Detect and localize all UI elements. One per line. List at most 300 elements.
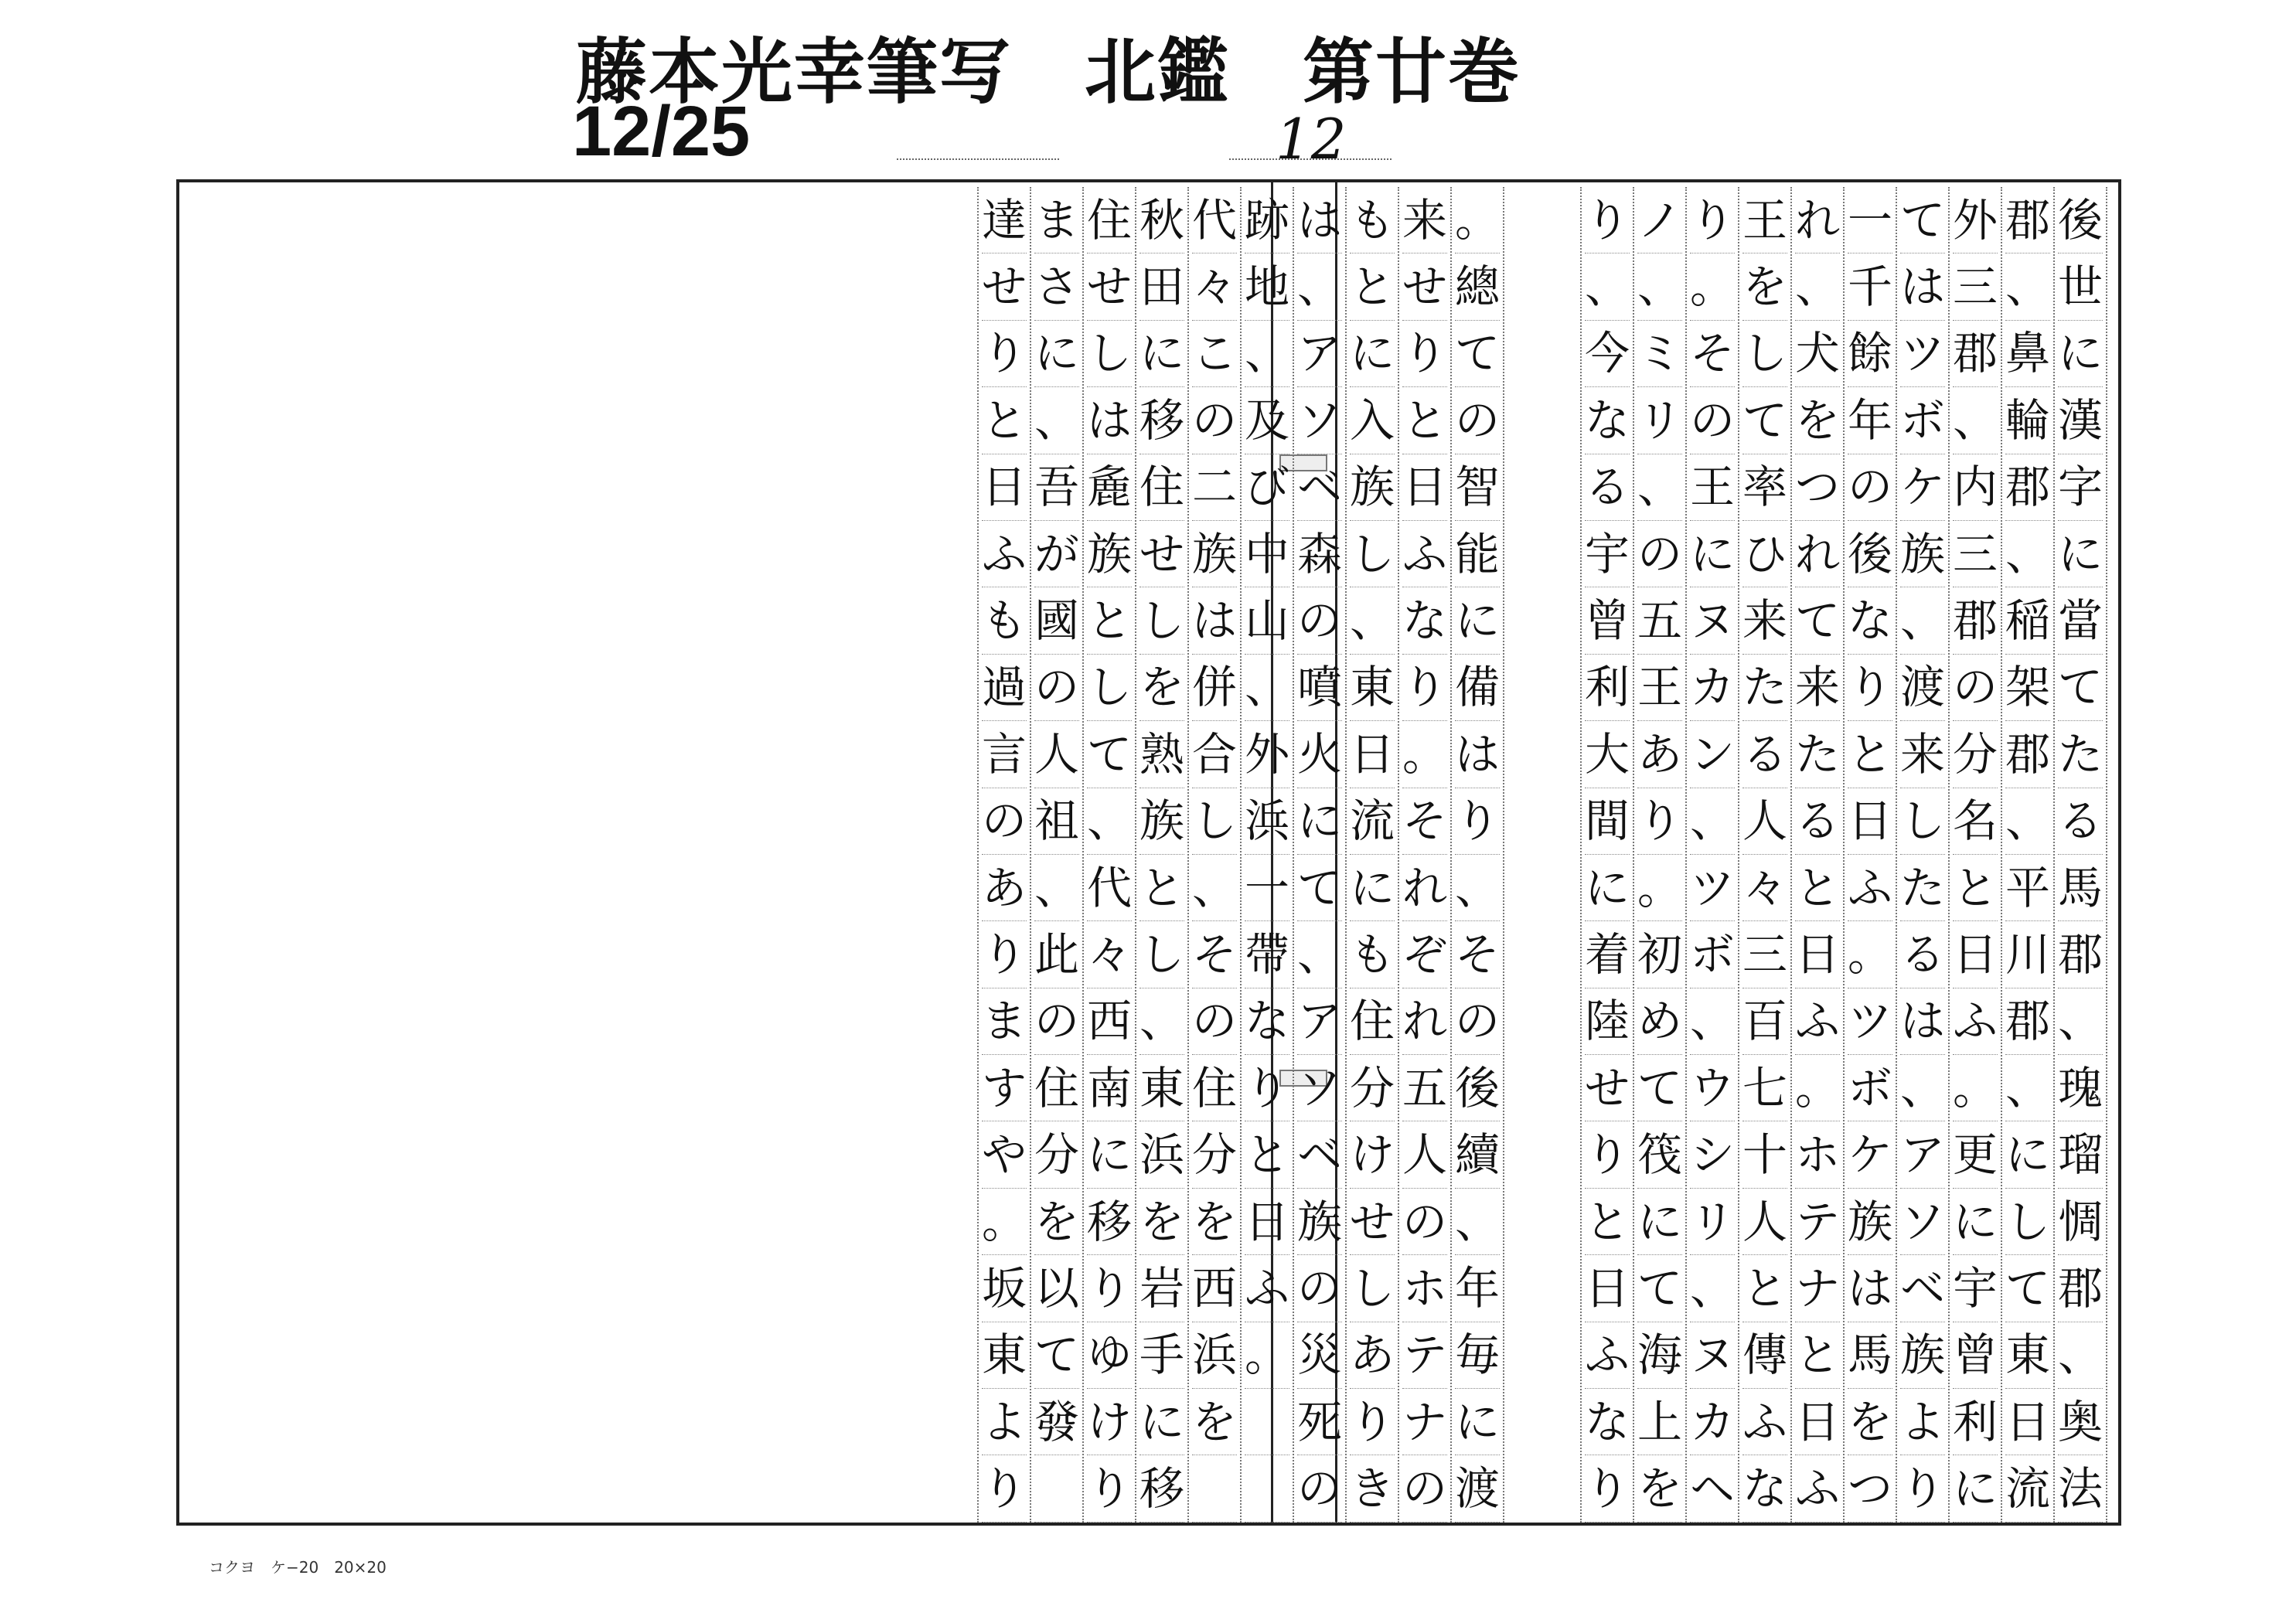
manuscript-cell: ツ xyxy=(1690,855,1735,921)
manuscript-cell: 浜 xyxy=(1245,788,1289,855)
manuscript-cell: 郡 xyxy=(2005,187,2050,253)
manuscript-cell: は xyxy=(1455,721,1500,788)
manuscript-cell: の xyxy=(1297,1255,1342,1322)
manuscript-cell: 郡 xyxy=(2058,921,2103,988)
manuscript-cell: し xyxy=(1139,921,1184,988)
manuscript-cell: 間 xyxy=(1585,788,1630,855)
manuscript-cell: の xyxy=(1192,988,1237,1055)
manuscript-cell: を xyxy=(1034,1189,1079,1255)
manuscript-cell: 来 xyxy=(1795,655,1840,721)
manuscript-cell: 々 xyxy=(1742,855,1787,921)
manuscript-cell: ソ xyxy=(1900,1189,1945,1255)
manuscript-cell: す xyxy=(982,1055,1027,1121)
manuscript-cell: 帶 xyxy=(1245,921,1289,988)
manuscript-cell: ソ xyxy=(1297,1055,1342,1121)
manuscript-cell: と xyxy=(1402,387,1447,454)
manuscript-cell: 日 xyxy=(2005,1389,2050,1455)
manuscript-column xyxy=(1034,187,1079,1523)
manuscript-cell: 毎 xyxy=(1455,1322,1500,1389)
manuscript-cell: し xyxy=(1139,587,1184,654)
manuscript-cell: 代 xyxy=(1087,855,1132,921)
manuscript-cell: 浜 xyxy=(1192,1322,1237,1389)
manuscript-cell: 族 xyxy=(1350,454,1395,521)
manuscript-cell: ア xyxy=(1297,321,1342,387)
manuscript-cell: 年 xyxy=(1455,1255,1500,1322)
manuscript-cell: り xyxy=(1637,788,1682,855)
date-label: 12/25 xyxy=(572,92,751,171)
manuscript-cell: 名 xyxy=(1953,788,1998,855)
manuscript-cell: り xyxy=(1402,655,1447,721)
manuscript-cell: も xyxy=(1350,921,1395,988)
manuscript-cell: 。 xyxy=(1455,187,1500,253)
manuscript-cell: ボ xyxy=(1848,1055,1892,1121)
manuscript-cell: 五 xyxy=(1402,1055,1447,1121)
manuscript-cell: 一 xyxy=(1245,855,1289,921)
manuscript-column xyxy=(1953,187,1998,1523)
manuscript-cell: 稲 xyxy=(2005,587,2050,654)
manuscript-cell: ヌ xyxy=(1690,1322,1735,1389)
manuscript-cell: 族 xyxy=(1087,521,1132,587)
manuscript-cell: 族 xyxy=(1900,521,1945,587)
manuscript-cell: り xyxy=(1848,655,1892,721)
manuscript-cell: 七 xyxy=(1742,1055,1787,1121)
manuscript-cell: 達 xyxy=(982,187,1027,253)
manuscript-cell: 鼻 xyxy=(2005,321,2050,387)
manuscript-cell: 漢 xyxy=(2058,387,2103,454)
manuscript-cell: り xyxy=(1900,1455,1945,1522)
manuscript-cell: て xyxy=(1297,855,1342,921)
manuscript-cell: あ xyxy=(982,855,1027,921)
manuscript-cell: 代 xyxy=(1192,187,1237,253)
manuscript-cell: 犬 xyxy=(1795,321,1840,387)
manuscript-cell: り xyxy=(1350,1389,1395,1455)
manuscript-cell: こ xyxy=(1192,321,1237,387)
manuscript-cell: 、 xyxy=(1034,387,1079,454)
manuscript-cell: 、 xyxy=(1139,988,1184,1055)
manuscript-cell: 以 xyxy=(1034,1255,1079,1322)
manuscript-cell: き xyxy=(1350,1455,1395,1522)
manuscript-cell xyxy=(1245,1389,1289,1455)
manuscript-cell: 王 xyxy=(1690,454,1735,521)
manuscript-cell: 住 xyxy=(1139,454,1184,521)
manuscript-cell: ボ xyxy=(1690,921,1735,988)
manuscript-cell: 奥 xyxy=(2058,1389,2103,1455)
manuscript-cell: 。 xyxy=(1953,1055,1998,1121)
manuscript-cell: 吾 xyxy=(1034,454,1079,521)
manuscript-cell: に xyxy=(2005,1121,2050,1188)
manuscript-cell: せ xyxy=(1087,253,1132,320)
manuscript-cell: ツ xyxy=(1900,321,1945,387)
manuscript-cell: た xyxy=(1742,655,1787,721)
manuscript-cell: リ xyxy=(1637,387,1682,454)
manuscript-cell: つ xyxy=(1795,454,1840,521)
manuscript-cell: 人 xyxy=(1742,1189,1787,1255)
manuscript-cell: 。 xyxy=(1795,1055,1840,1121)
manuscript-cell: 、 xyxy=(1245,655,1289,721)
manuscript-cell: 、 xyxy=(1795,253,1840,320)
manuscript-cell: を xyxy=(1742,253,1787,320)
manuscript-cell: 五 xyxy=(1637,587,1682,654)
manuscript-cell: 併 xyxy=(1192,655,1237,721)
manuscript-cell: ツ xyxy=(1848,988,1892,1055)
manuscript-cell: 合 xyxy=(1192,721,1237,788)
manuscript-cell: た xyxy=(2058,721,2103,788)
manuscript-cell: 餘 xyxy=(1848,321,1892,387)
manuscript-cell: け xyxy=(1087,1389,1132,1455)
manuscript-cell: 上 xyxy=(1637,1389,1682,1455)
manuscript-cell: に xyxy=(1034,321,1079,387)
manuscript-cell: あ xyxy=(1637,721,1682,788)
manuscript-cell: 秋 xyxy=(1139,187,1184,253)
manuscript-cell: し xyxy=(1192,788,1237,855)
manuscript-cell: と xyxy=(1139,855,1184,921)
manuscript-cell: 瑰 xyxy=(2058,1055,2103,1121)
manuscript-cell: 移 xyxy=(1139,387,1184,454)
manuscript-cell: ふ xyxy=(1742,1389,1787,1455)
manuscript-cell: 過 xyxy=(982,655,1027,721)
manuscript-cell: れ xyxy=(1402,988,1447,1055)
manuscript-cell: り xyxy=(1585,1121,1630,1188)
manuscript-cell: 當 xyxy=(2058,587,2103,654)
manuscript-column xyxy=(1297,187,1342,1523)
manuscript-cell: 年 xyxy=(1848,387,1892,454)
manuscript-cell: れ xyxy=(1402,855,1447,921)
manuscript-cell: 族 xyxy=(1297,1189,1342,1255)
manuscript-cell: ひ xyxy=(1742,521,1787,587)
manuscript-cell: 分 xyxy=(1034,1121,1079,1188)
manuscript-cell: も xyxy=(1350,187,1395,253)
manuscript-cell: の xyxy=(1455,387,1500,454)
manuscript-cell: は xyxy=(1848,1255,1892,1322)
manuscript-cell: 、 xyxy=(1297,253,1342,320)
manuscript-cell: め xyxy=(1637,988,1682,1055)
manuscript-cell: と xyxy=(1087,587,1132,654)
manuscript-cell: に xyxy=(2058,521,2103,587)
manuscript-cell: さ xyxy=(1034,253,1079,320)
manuscript-cell: 國 xyxy=(1034,587,1079,654)
manuscript-column xyxy=(1795,187,1840,1523)
manuscript-cell: 麁 xyxy=(1087,454,1132,521)
manuscript-cell: 、 xyxy=(1192,855,1237,921)
manuscript-cell: 、 xyxy=(2058,1322,2103,1389)
manuscript-cell: に xyxy=(2058,321,2103,387)
manuscript-cell: に xyxy=(1297,788,1342,855)
manuscript-cell: 火 xyxy=(1297,721,1342,788)
manuscript-cell: 、 xyxy=(1350,587,1395,654)
manuscript-cell: ベ xyxy=(1297,454,1342,521)
manuscript-cell: な xyxy=(1848,587,1892,654)
manuscript-column xyxy=(1455,187,1500,1523)
manuscript-cell: ベ xyxy=(1900,1255,1945,1322)
manuscript-column xyxy=(1637,187,1682,1523)
manuscript-cell: 日 xyxy=(1585,1255,1630,1322)
manuscript-cell: し xyxy=(1900,788,1945,855)
manuscript-cell: 百 xyxy=(1742,988,1787,1055)
manuscript-cell: て xyxy=(1637,1255,1682,1322)
manuscript-cell: 惆 xyxy=(2058,1189,2103,1255)
manuscript-cell: 東 xyxy=(1350,655,1395,721)
manuscript-cell: 後 xyxy=(2058,187,2103,253)
manuscript-cell: な xyxy=(1245,988,1289,1055)
manuscript-cell: 更 xyxy=(1953,1121,1998,1188)
manuscript-cell: て xyxy=(1742,387,1787,454)
manuscript-cell: 山 xyxy=(1245,587,1289,654)
manuscript-cell: 字 xyxy=(2058,454,2103,521)
manuscript-column xyxy=(1087,187,1132,1523)
manuscript-cell: ソ xyxy=(1297,387,1342,454)
manuscript-cell: 、 xyxy=(2058,988,2103,1055)
manuscript-cell: 、 xyxy=(1690,988,1735,1055)
manuscript-cell: 日 xyxy=(1848,788,1892,855)
manuscript-cell: せ xyxy=(1139,521,1184,587)
manuscript-cell: 及 xyxy=(1245,387,1289,454)
manuscript-cell: 二 xyxy=(1192,454,1237,521)
manuscript-cell: よ xyxy=(982,1389,1027,1455)
manuscript-cell: 分 xyxy=(1953,721,1998,788)
manuscript-cell: 東 xyxy=(2005,1322,2050,1389)
manuscript-cell: 、 xyxy=(1637,253,1682,320)
manuscript-cell: 族 xyxy=(1900,1322,1945,1389)
manuscript-cell: 郡 xyxy=(2005,988,2050,1055)
manuscript-cell: ふ xyxy=(982,521,1027,587)
manuscript-cell: そ xyxy=(1690,321,1735,387)
manuscript-cell: ボ xyxy=(1900,387,1945,454)
manuscript-cell: に xyxy=(1350,321,1395,387)
manuscript-cell: た xyxy=(1795,721,1840,788)
manuscript-cell: 、 xyxy=(1455,855,1500,921)
manuscript-column xyxy=(1742,187,1787,1523)
manuscript-cell: 、 xyxy=(2005,788,2050,855)
manuscript-cell: 、 xyxy=(1690,1255,1735,1322)
manuscript-cell: り xyxy=(1087,1255,1132,1322)
manuscript-cell: に xyxy=(1455,1389,1500,1455)
manuscript-cell: 人 xyxy=(1742,788,1787,855)
manuscript-cell: 々 xyxy=(1192,253,1237,320)
manuscript-cell: と xyxy=(1350,253,1395,320)
manuscript-cell: 利 xyxy=(1585,655,1630,721)
manuscript-cell: し xyxy=(1350,521,1395,587)
manuscript-cell: 森 xyxy=(1297,521,1342,587)
manuscript-cell: 、 xyxy=(1585,253,1630,320)
manuscript-cell: 手 xyxy=(1139,1322,1184,1389)
manuscript-cell: 熟 xyxy=(1139,721,1184,788)
manuscript-cell: と xyxy=(1795,1322,1840,1389)
manuscript-cell: と xyxy=(1585,1189,1630,1255)
manuscript-cell: り xyxy=(982,921,1027,988)
manuscript-cell: と xyxy=(1795,855,1840,921)
manuscript-cell: 。 xyxy=(1402,721,1447,788)
manuscript-cell: て xyxy=(1637,1055,1682,1121)
manuscript-cell: を xyxy=(1139,1189,1184,1255)
manuscript-cell: の xyxy=(1297,1455,1342,1522)
manuscript-cell: 、 xyxy=(1034,855,1079,921)
manuscript-cell: 族 xyxy=(1192,521,1237,587)
manuscript-cell: の xyxy=(1690,387,1735,454)
manuscript-cell: ふ xyxy=(1245,1255,1289,1322)
manuscript-cell: を xyxy=(1192,1389,1237,1455)
manuscript-cell: 曾 xyxy=(1585,587,1630,654)
manuscript-cell: 渡 xyxy=(1900,655,1945,721)
manuscript-cell: な xyxy=(1585,1389,1630,1455)
manuscript-column xyxy=(1350,187,1395,1523)
manuscript-cell: ゆ xyxy=(1087,1322,1132,1389)
manuscript-cell: り xyxy=(1087,1455,1132,1522)
manuscript-cell: つ xyxy=(1848,1455,1892,1522)
manuscript-cell: 、 xyxy=(1637,454,1682,521)
manuscript-cell: の xyxy=(1402,1189,1447,1255)
manuscript-cell: に xyxy=(1455,587,1500,654)
manuscript-cell: 後 xyxy=(1455,1055,1500,1121)
paper-label: コクヨ ケ−20 20×20 xyxy=(209,1558,387,1577)
manuscript-cell xyxy=(1192,1455,1237,1522)
manuscript-cell: ま xyxy=(982,988,1027,1055)
manuscript-cell: 率 xyxy=(1742,454,1787,521)
manuscript-column xyxy=(1402,187,1447,1523)
manuscript-cell: り xyxy=(1455,788,1500,855)
manuscript-cell: 、 xyxy=(1900,1055,1945,1121)
manuscript-cell xyxy=(1245,1455,1289,1522)
manuscript-cell: ケ xyxy=(1900,454,1945,521)
manuscript-cell: 、 xyxy=(1087,788,1132,855)
manuscript-cell: ホ xyxy=(1402,1255,1447,1322)
manuscript-cell: 来 xyxy=(1402,187,1447,253)
date-underline xyxy=(897,158,1059,160)
manuscript-cell: の xyxy=(1034,988,1079,1055)
manuscript-cell: れ xyxy=(1795,187,1840,253)
manuscript-cell: 、 xyxy=(1297,921,1342,988)
manuscript-cell: な xyxy=(1742,1455,1787,1522)
manuscript-cell: 人 xyxy=(1402,1121,1447,1188)
manuscript-cell: シ xyxy=(1690,1121,1735,1188)
manuscript-column xyxy=(1900,187,1945,1523)
manuscript-cell: 曾 xyxy=(1953,1322,1998,1389)
manuscript-cell: と xyxy=(1742,1255,1787,1322)
manuscript-cell: の xyxy=(982,788,1027,855)
manuscript-cell: ふ xyxy=(1585,1322,1630,1389)
manuscript-cell: な xyxy=(1585,387,1630,454)
manuscript-cell: に xyxy=(1139,321,1184,387)
manuscript-cell: り xyxy=(1585,1455,1630,1522)
manuscript-cell: カ xyxy=(1690,1389,1735,1455)
manuscript-cell: び xyxy=(1245,454,1289,521)
manuscript-cell: 川 xyxy=(2005,921,2050,988)
manuscript-cell: 、 xyxy=(1245,321,1289,387)
manuscript-cell: 、 xyxy=(1953,387,1998,454)
manuscript-cell: 、 xyxy=(1690,788,1735,855)
manuscript-cell: 西 xyxy=(1087,988,1132,1055)
manuscript-cell: て xyxy=(1795,587,1840,654)
manuscript-cell: テ xyxy=(1795,1189,1840,1255)
manuscript-cell: 跡 xyxy=(1245,187,1289,253)
manuscript-cell: ン xyxy=(1690,721,1735,788)
manuscript-cell: 發 xyxy=(1034,1389,1079,1455)
manuscript-column xyxy=(1192,187,1237,1523)
page-number: 12 xyxy=(1276,107,1347,172)
manuscript-cell: 来 xyxy=(1900,721,1945,788)
manuscript-cell: が xyxy=(1034,521,1079,587)
manuscript-cell: 住 xyxy=(1192,1055,1237,1121)
manuscript-cell: せ xyxy=(1402,253,1447,320)
manuscript-cell: 馬 xyxy=(2058,855,2103,921)
manuscript-cell: 流 xyxy=(2005,1455,2050,1522)
manuscript-cell: 、 xyxy=(1455,1189,1500,1255)
manuscript-cell: 平 xyxy=(2005,855,2050,921)
manuscript-cell: 續 xyxy=(1455,1121,1500,1188)
manuscript-cell: 人 xyxy=(1034,721,1079,788)
manuscript-cell: 郡 xyxy=(2005,454,2050,521)
manuscript-cell: 岩 xyxy=(1139,1255,1184,1322)
manuscript-cell: 千 xyxy=(1848,253,1892,320)
manuscript-cell: も xyxy=(982,587,1027,654)
manuscript-cell: 移 xyxy=(1139,1455,1184,1522)
manuscript-cell: て xyxy=(1900,187,1945,253)
manuscript-cell: て xyxy=(2005,1255,2050,1322)
manuscript-cell: 法 xyxy=(2058,1455,2103,1522)
manuscript-cell: 東 xyxy=(1139,1055,1184,1121)
manuscript-cell: 大 xyxy=(1585,721,1630,788)
manuscript-cell: り xyxy=(1245,1055,1289,1121)
manuscript-cell: は xyxy=(1900,253,1945,320)
manuscript-cell: 着 xyxy=(1585,921,1630,988)
manuscript-cell: せ xyxy=(1585,1055,1630,1121)
manuscript-cell: 々 xyxy=(1087,921,1132,988)
manuscript-cell: 来 xyxy=(1742,587,1787,654)
manuscript-cell: 日 xyxy=(1953,921,1998,988)
manuscript-cell: そ xyxy=(1455,921,1500,988)
manuscript-cell: 。 xyxy=(982,1189,1027,1255)
manuscript-cell: の xyxy=(1953,655,1998,721)
manuscript-cell: 筏 xyxy=(1637,1121,1682,1188)
manuscript-column xyxy=(1690,187,1735,1523)
manuscript-cell: り xyxy=(1585,187,1630,253)
manuscript-cell: 田 xyxy=(1139,253,1184,320)
manuscript-cell: 南 xyxy=(1087,1055,1132,1121)
manuscript-cell: を xyxy=(1848,1389,1892,1455)
manuscript-cell: 郡 xyxy=(2005,721,2050,788)
manuscript-cell: 世 xyxy=(2058,253,2103,320)
manuscript-cell: 郡 xyxy=(1953,587,1998,654)
manuscript-cell: 噴 xyxy=(1297,655,1342,721)
manuscript-cell: を xyxy=(1637,1455,1682,1522)
manuscript-cell: る xyxy=(1795,788,1840,855)
manuscript-cell: し xyxy=(1087,321,1132,387)
manuscript-cell: 十 xyxy=(1742,1121,1787,1188)
manuscript-cell xyxy=(1034,1455,1079,1522)
manuscript-column xyxy=(2005,187,2050,1523)
manuscript-cell: し xyxy=(2005,1189,2050,1255)
manuscript-cell: ノ xyxy=(1637,187,1682,253)
manuscript-cell: ま xyxy=(1034,187,1079,253)
manuscript-cell: あ xyxy=(1350,1322,1395,1389)
manuscript-cell: 族 xyxy=(1139,788,1184,855)
manuscript-cell: ふ xyxy=(1795,1455,1840,1522)
manuscript-cell: た xyxy=(1900,855,1945,921)
manuscript-cell: 内 xyxy=(1953,454,1998,521)
manuscript-cell: し xyxy=(1087,655,1132,721)
manuscript-cell: 日 xyxy=(982,454,1027,521)
manuscript-cell: り xyxy=(1402,321,1447,387)
manuscript-cell: 王 xyxy=(1742,187,1787,253)
manuscript-cell: に xyxy=(1690,521,1735,587)
manuscript-cell: テ xyxy=(1402,1322,1447,1389)
manuscript-cell: 坂 xyxy=(982,1255,1027,1322)
manuscript-cell: 祖 xyxy=(1034,788,1079,855)
manuscript-cell: と xyxy=(1848,721,1892,788)
manuscript-cell: に xyxy=(1953,1189,1998,1255)
manuscript-cell: て xyxy=(1455,321,1500,387)
manuscript-cell: し xyxy=(1742,321,1787,387)
manuscript-cell: に xyxy=(1953,1455,1998,1522)
